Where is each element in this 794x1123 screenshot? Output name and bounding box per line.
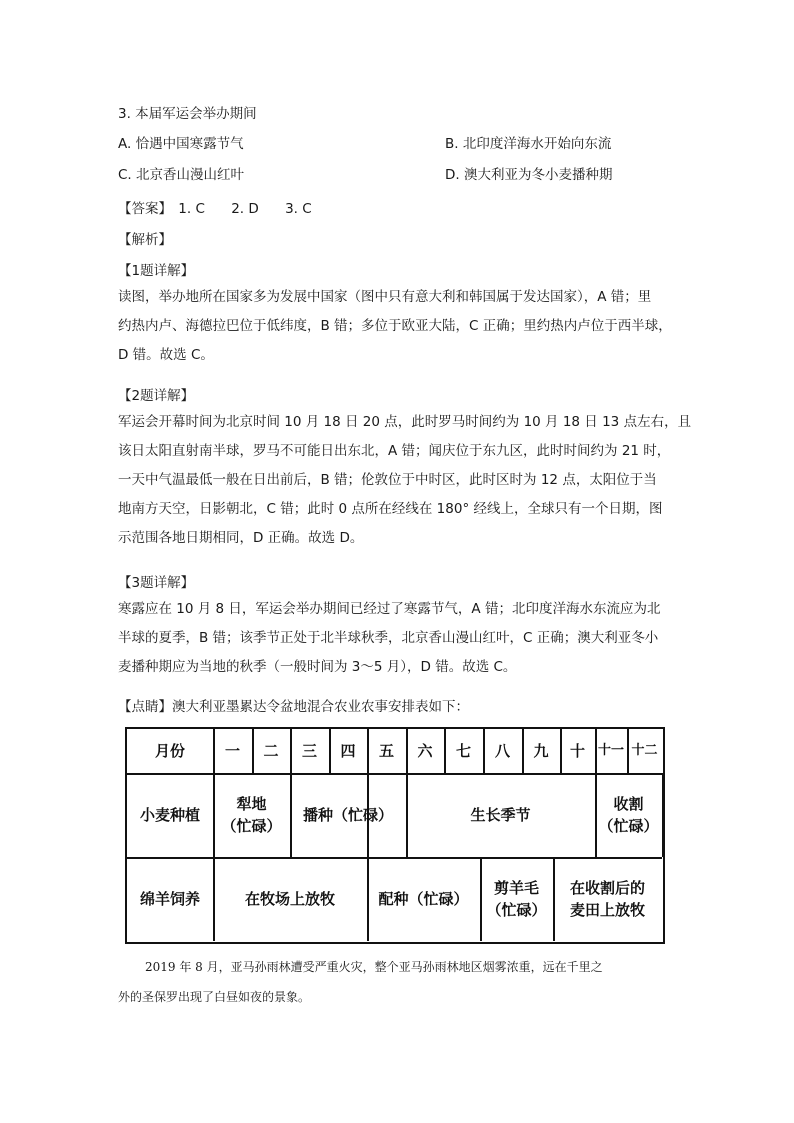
- q3-heading: 【3题详解】: [118, 575, 195, 591]
- month-7: 七: [455, 742, 471, 760]
- answer-item-3: 3. C: [285, 201, 312, 217]
- row-label-wheat: 小麦种植: [139, 806, 200, 824]
- q1-body: [118, 283, 678, 370]
- q2-line-5: 示范围各地日期相同，D 正确。故选 D。: [118, 530, 364, 546]
- tip-line: 【点睛】澳大利亚墨累达令盆地混合农业农事安排表如下：: [118, 699, 469, 715]
- row-label-sheep: 绵羊饲养: [139, 890, 200, 908]
- cell-shearing-line2: （忙碌）: [486, 901, 547, 919]
- cell-shearing: [480, 857, 553, 941]
- cell-growing-season: 生长季节: [470, 806, 531, 824]
- q2-body: [118, 408, 692, 553]
- month-2: 二: [263, 742, 279, 760]
- answer-label: 【答案】: [118, 201, 172, 217]
- q2-line-4: 地南方天空，日影朝北，C 错；此时 0 点所在经线在 180° 经线上，全球只有一个日期，图: [118, 501, 663, 517]
- month-8: 八: [494, 742, 510, 760]
- month-10: 十: [569, 742, 585, 760]
- option-b: B. 北印度洋海水开始向东流: [445, 136, 612, 152]
- cell-plowing: [213, 773, 290, 857]
- month-11: 十一: [597, 743, 624, 758]
- cell-harvest-line2: （忙碌）: [598, 817, 659, 835]
- cell-grazing-pasture: 在牧场上放牧: [244, 890, 335, 908]
- row1-edge: [662, 773, 664, 857]
- q2-line-1: 军运会开幕时间为北京时间 10 月 18 日 20 点，此时罗马时间约为 10 月 18 日 13 点左右，且: [118, 414, 692, 430]
- q3-line-2: 半球的夏季，B 错；该季节正处于北半球秋季，北京香山漫山红叶，C 正确；澳大利亚冬小: [118, 630, 659, 646]
- option-a: A. 恰遇中国寒露节气: [118, 136, 244, 152]
- footer-line-2: 外的圣保罗出现了白昼如夜的景象。: [118, 990, 311, 1004]
- cell-grazing-stubble-line2: 麦田上放牧: [569, 901, 645, 919]
- q3-body: [118, 595, 678, 682]
- month-3: 三: [301, 742, 317, 760]
- answer-item-2: 2. D: [231, 201, 259, 217]
- q1-heading: 【1题详解】: [118, 263, 195, 279]
- month-6: 六: [417, 742, 433, 760]
- q3-line-3: 麦播种期应为当地的秋季（一般时间为 3～5 月），D 错。故选 C。: [118, 659, 517, 675]
- q2-line-2: 该日太阳直射南半球，罗马不可能日出东北，A 错；闻庆位于东九区，此时时间约为 21 时，: [118, 443, 671, 459]
- footer-line-1: 2019 年 8 月，亚马孙雨林遭受严重火灾，整个亚马孙雨林地区烟雾浓重，远在千里之: [145, 960, 603, 974]
- cell-shearing-line1: 剪羊毛: [493, 879, 539, 897]
- month-12: 十二: [631, 743, 658, 758]
- header-month-label: 月份: [154, 742, 185, 760]
- cell-breeding: 配种（忙碌）: [378, 890, 469, 908]
- answer-item-1: 1. C: [178, 201, 205, 217]
- q1-line-3: D 错。故选 C。: [118, 347, 214, 363]
- q2-heading: 【2题详解】: [118, 388, 195, 404]
- option-c: C. 北京香山漫山红叶: [118, 167, 245, 183]
- cell-plowing-line2: （忙碌）: [221, 817, 282, 835]
- cell-grazing-stubble-line1: 在收割后的: [569, 879, 645, 897]
- month-9: 九: [533, 742, 549, 760]
- q3-line-1: 寒露应在 10 月 8 日，军运会举办期间已经过了寒露节气，A 错；北印度洋海水东流应为北: [118, 601, 661, 617]
- analysis-label: 【解析】: [118, 232, 172, 248]
- cell-harvest: [595, 773, 662, 857]
- cell-grazing-stubble: [553, 857, 662, 941]
- q2-line-3: 一天中气温最低一般在日出前后，B 错；伦敦位于中时区，此时区时为 12 点，太阳位于当: [118, 472, 657, 488]
- option-d: D. 澳大利亚为冬小麦播种期: [445, 167, 613, 183]
- q1-line-1: 读图，举办地所在国家多为发展中国家（图中只有意大利和韩国属于发达国家），A 错；里: [118, 289, 652, 305]
- cell-plowing-line1: 犁地: [236, 795, 267, 813]
- q1-line-2: 约热内卢、海德拉巴位于低纬度，B 错；多位于欧亚大陆，C 正确；里约热内卢位于西半球，: [118, 318, 672, 334]
- month-1: 一: [224, 742, 240, 760]
- cell-harvest-line1: 收割: [613, 795, 644, 813]
- answer-row: [118, 197, 334, 217]
- month-5: 五: [378, 742, 394, 760]
- month-4: 四: [340, 742, 356, 760]
- question-3-title: 3. 本届军运会举办期间: [118, 106, 257, 122]
- farming-schedule-table: [125, 727, 665, 944]
- cell-sowing: 播种（忙碌）: [302, 806, 393, 824]
